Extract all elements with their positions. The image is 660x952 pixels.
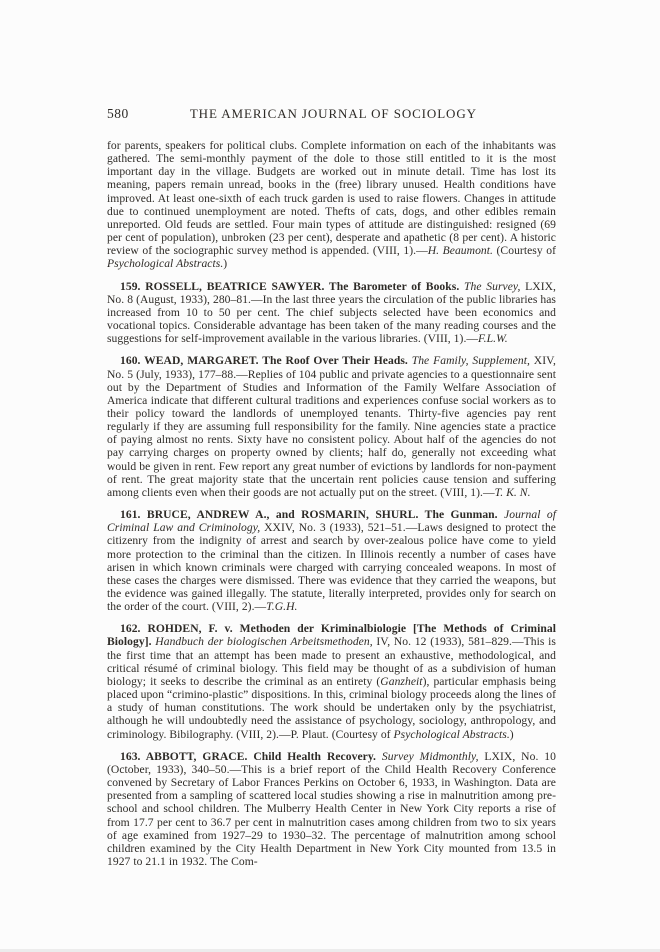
text-segment: ) — [223, 257, 228, 271]
text-segment: F.L.W. — [478, 332, 508, 346]
abstract-entry-159 — [107, 280, 556, 346]
text-segment: 161. BRUCE, ANDREW A., and ROSMARIN, SHURL. The Gunman. — [120, 508, 505, 522]
text-segment: XXIV, No. 3 (1933), 521–51.—Laws designed to protect the citizenry from the indignity of arrest and search by over-zealous police have come to yield more protection to the criminal than the citizen. In Illinois recently a number of cases have arisen in which known criminals were charged with carrying concealed weapons. In most of these cases the charges were dismissed. There was evidence that they carried the weapons, but the evidence was gained illegally. The statute, literally interpreted, provides only for search on the order of the court. (VIII, 2).— — [107, 521, 556, 614]
text-segment: ) — [509, 727, 514, 741]
text-segment: 160. WEAD, MARGARET. The Roof Over Their Heads. — [120, 354, 412, 368]
text-segment: 159. ROSSELL, BEATRICE SAWYER. The Barometer of Books. — [120, 279, 464, 293]
abstract-list — [107, 139, 556, 877]
text-segment: LXIX, No. 8 (August, 1933), 280–81.—In the last three years the circulation of the public libraries has increased from 10 to 50 per cent. The chief subjects selected have been economics and vocational topics. Considerable advantage has been taken of the many reading courses and the suggestions for self-improvement available in the various libraries. (VIII, 1).— — [107, 279, 556, 346]
journal-title: THE AMERICAN JOURNAL OF SOCIOLOGY — [189, 106, 477, 121]
abstract-entry-160 — [107, 354, 556, 499]
text-segment: T.G.H. — [266, 600, 298, 614]
abstract-entry-161 — [107, 508, 556, 613]
text-segment: (Courtesy of — [493, 244, 556, 258]
text-segment: The Family, Supplement, — [411, 354, 530, 368]
text-segment: LXIX, No. 10 (October, 1933), 340–50.—This is a brief report of the Child Health Recovery Conference convened by Secretary of Labor Frances Perkins on October 6, 1933, in Washington. Data are presented from a sampling of scattered local studies showing a rise in malnutrition among pre-school and school children. The Mulberry Health Center in New York City reports a rise of from 17.7 per cent to 36.7 per cent in malnutrition cases among children from two to six years of age examined from 1927–29 to 1930–32. The percentage of malnutrition among school children examined by the City Health Department in New York City mounted from 13.5 in 1927 to 21.1 in 1932. The Com- — [107, 749, 557, 868]
text-segment: for parents, speakers for political clubs. Complete information on each of the inhabitants was gathered. The semi-monthly payment of the dole to those still entitled to it is the most important day in the village. Budgets are worked out in minute detail. Time has lost its meaning, papers remain unread, books in the (free) library unused. Health conditions have improved. At least one-sixth of each truck garden is used to raise flowers. Changes in attitude due to continued unemployment are noted. Thefts of cats, dogs, and other edibles remain unreported. Old feuds are settled. Four main types of attitude are distinguished: resigned (69 per cent of population), unbroken (23 per cent), desperate and apathetic (8 per cent). A historic review of the sociographic survey method is appended. (VIII, 1).— — [107, 139, 556, 258]
text-segment: Psychological Abstracts. — [107, 257, 224, 271]
text-segment: The Survey, — [464, 279, 521, 293]
continuation-paragraph — [107, 139, 556, 271]
text-segment: Survey Midmonthly, — [381, 749, 479, 763]
text-segment: T. K. N. — [494, 485, 531, 499]
text-segment: Journal of Criminal Law and Criminology, — [107, 508, 556, 535]
text-segment: 162. ROHDEN, F. v. Methoden der Kriminalbiologie [The Methods of Criminal Biology]. — [107, 622, 556, 649]
text-segment: Psychological Abstracts. — [393, 727, 510, 741]
abstract-entry-163 — [107, 750, 556, 868]
text-segment: H. Beaumont. — [427, 244, 493, 258]
abstract-entry-162 — [107, 622, 556, 740]
text-segment: Ganzheit — [380, 674, 423, 688]
text-segment: Handbuch der biologischen Arbeitsmethoden, — [155, 635, 373, 649]
running-head — [107, 106, 556, 122]
text-segment: XIV, No. 5 (July, 1933), 177–88.—Replies of 104 public and private agencies to a questionnaire sent out by the Department of Studies and Information of the Family Welfare Association of America indicate that different cultural traditions and experiences confuse social workers as to their policy toward the landlords of unemployed tenants. Thirty-five agencies pay rent regularly if they are assuming full responsibility for the family. Nine agencies state a practice of paying almost no rents. Sixty have no consistent policy. About half of the agencies do not pay carrying charges on property owned by clients; half do, generally not exceeding what would be given in rent. Few report any great number of evictions by landlords for non-payment of rent. The great majority state that the uncertain rent policies cause tension and suffering among clients even when their goods are not actually put on the street. (VIII, 1).— — [107, 354, 556, 499]
text-segment: 163. ABBOTT, GRACE. Child Health Recovery. — [120, 749, 382, 763]
text-segment: ), particular emphasis being placed upon “crimino-plastic” dispositions. In this, criminal biology proceeds along the lines of a study of human constitutions. The work should be undertaken only by the psychiatrist, although he will undoubtedly need the assistance of psychology, sociology, anthropology, and criminology. Bibilography. (VIII, 2).—P. Plaut. (Courtesy of — [107, 674, 556, 741]
page-number: 580 — [107, 106, 129, 121]
text-segment: IV, No. 12 (1933), 581–829.—This is the first time that an attempt has been made to present an exhaustive, methodological, and critical résumé of criminal biology. This field may be thought of as a subdivision of human biology; it seeks to describe the criminal as an entirety ( — [107, 635, 556, 688]
